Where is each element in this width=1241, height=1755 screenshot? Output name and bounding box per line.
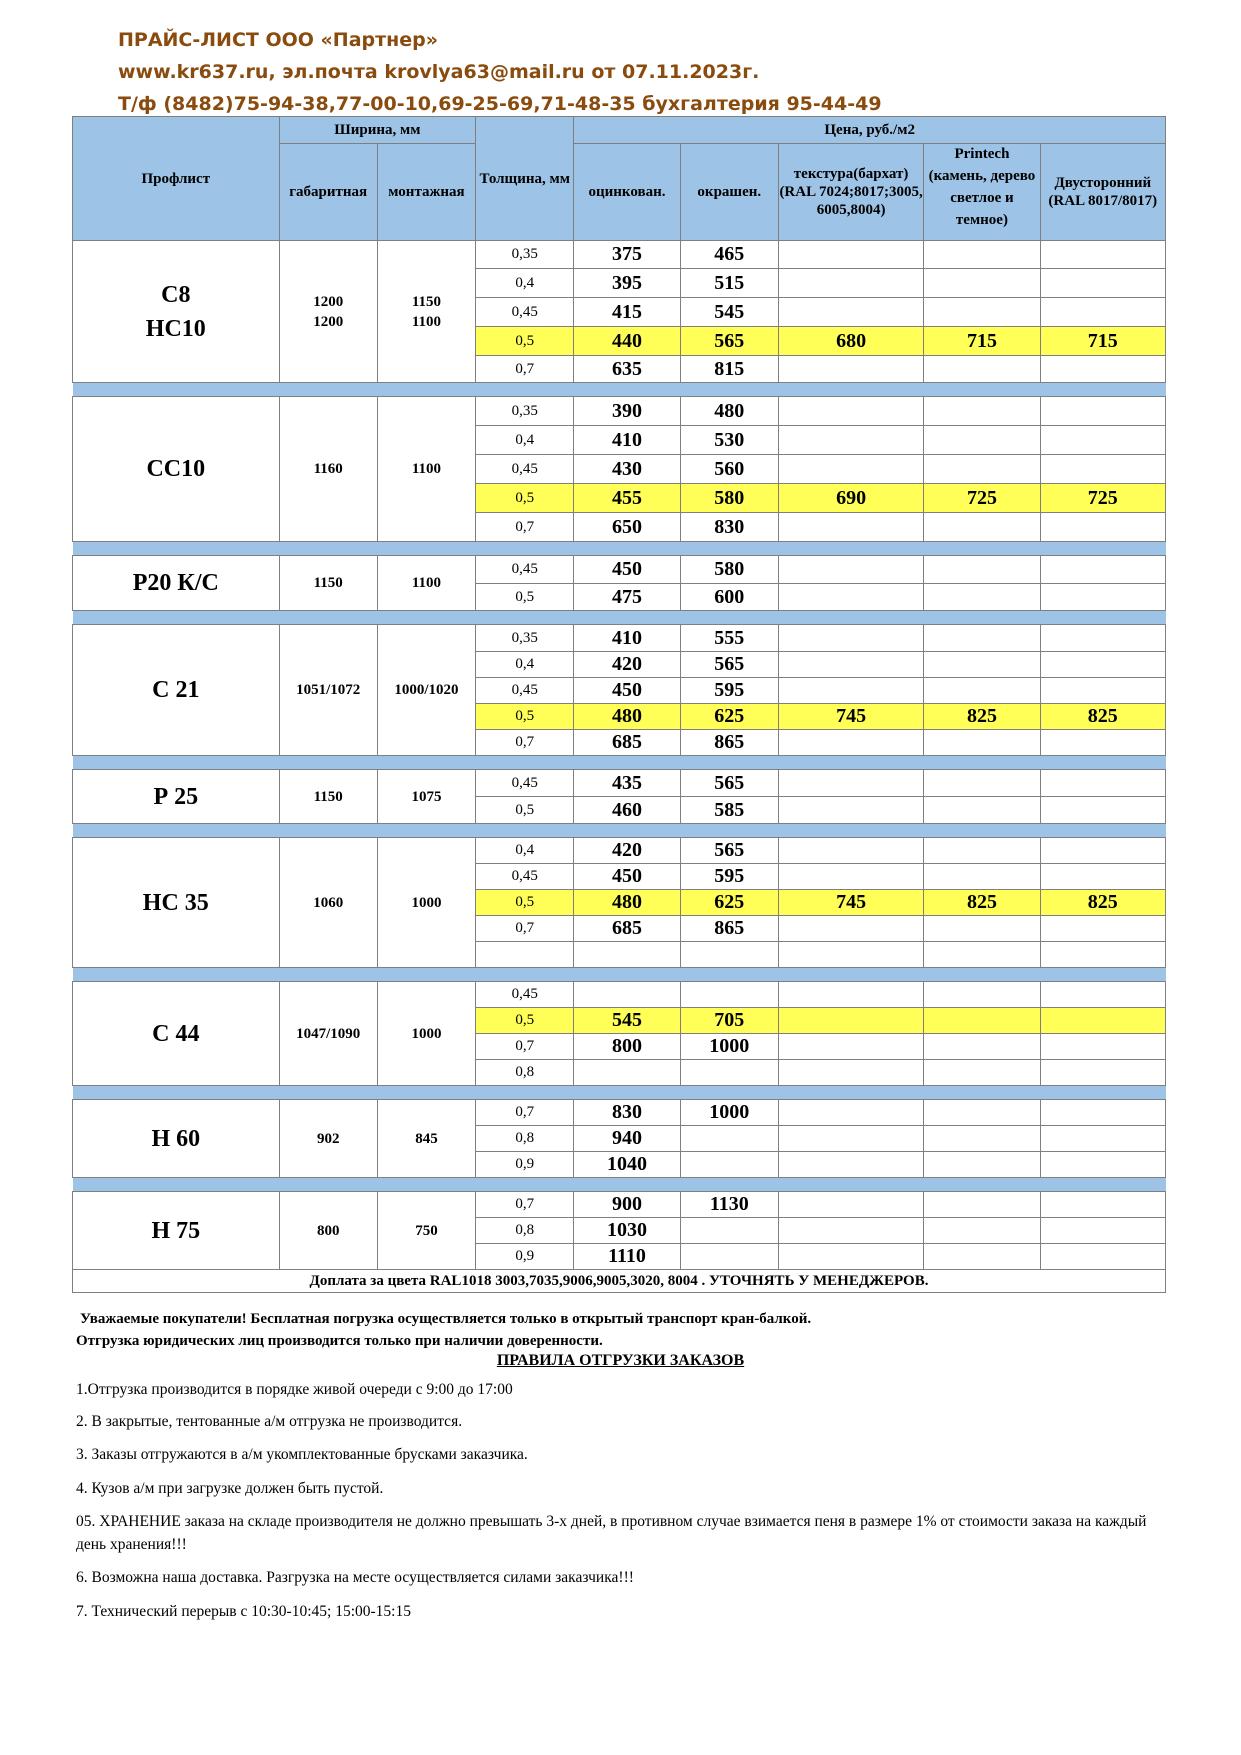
separator-cell xyxy=(73,824,1166,838)
price-galv: 1040 xyxy=(574,1152,680,1178)
price-painted: 555 xyxy=(680,625,778,652)
price-texture xyxy=(778,556,923,584)
price-double xyxy=(1040,1100,1165,1126)
price-printech xyxy=(924,1060,1040,1086)
thickness-cell: 0,35 xyxy=(476,625,574,652)
price-painted: 565 xyxy=(680,770,778,797)
col-width-overall: габаритная xyxy=(279,144,377,241)
profile-name: Н 75 xyxy=(73,1192,280,1270)
thickness-cell: 0,4 xyxy=(476,426,574,455)
separator-cell xyxy=(73,1086,1166,1100)
price-printech xyxy=(924,241,1040,269)
price-painted xyxy=(680,1126,778,1152)
price-texture xyxy=(778,1126,923,1152)
price-galv: 440 xyxy=(574,327,680,356)
price-texture: 690 xyxy=(778,484,923,513)
price-galv: 415 xyxy=(574,298,680,327)
thickness-cell: 0,35 xyxy=(476,241,574,269)
price-texture xyxy=(778,513,923,542)
profile-name: Р20 К/С xyxy=(73,556,280,611)
price-double xyxy=(1040,513,1165,542)
col-width: Ширина, мм xyxy=(279,117,476,144)
price-painted xyxy=(680,1218,778,1244)
price-painted: 600 xyxy=(680,584,778,611)
width-overall: 800 xyxy=(279,1192,377,1270)
thickness-cell: 0,5 xyxy=(476,797,574,824)
width-overall: 902 xyxy=(279,1100,377,1178)
thickness-cell: 0,5 xyxy=(476,484,574,513)
price-texture xyxy=(778,241,923,269)
group-separator xyxy=(73,1086,1166,1100)
price-printech xyxy=(924,1126,1040,1152)
price-texture xyxy=(778,770,923,797)
price-painted: 815 xyxy=(680,356,778,383)
table-row xyxy=(73,1192,1166,1218)
thickness-cell: 0,45 xyxy=(476,770,574,797)
price-galv: 410 xyxy=(574,426,680,455)
thickness-cell: 0,7 xyxy=(476,730,574,756)
price-printech xyxy=(924,1008,1040,1034)
price-double xyxy=(1040,556,1165,584)
thickness-cell: 0,8 xyxy=(476,1126,574,1152)
group-separator xyxy=(73,968,1166,982)
price-painted: 545 xyxy=(680,298,778,327)
price-galv: 460 xyxy=(574,797,680,824)
price-painted: 580 xyxy=(680,484,778,513)
price-printech xyxy=(924,584,1040,611)
price-double xyxy=(1040,1244,1165,1270)
price-double xyxy=(1040,652,1165,678)
width-mount: 1075 xyxy=(377,770,475,824)
profile-name: С 21 xyxy=(73,625,280,756)
price-galv: 450 xyxy=(574,556,680,584)
price-printech xyxy=(924,942,1040,968)
col-texture: текстура(бархат) (RAL 7024;8017;3005, 6005,8004) xyxy=(778,144,923,241)
thickness-cell: 0,4 xyxy=(476,838,574,864)
width-overall: 1051/1072 xyxy=(279,625,377,756)
price-double xyxy=(1040,730,1165,756)
price-texture xyxy=(778,1008,923,1034)
thickness-cell: 0,35 xyxy=(476,397,574,426)
price-printech xyxy=(924,1034,1040,1060)
price-double xyxy=(1040,1126,1165,1152)
price-texture xyxy=(778,625,923,652)
price-galv: 420 xyxy=(574,838,680,864)
thickness-cell: 0,7 xyxy=(476,1192,574,1218)
price-printech xyxy=(924,730,1040,756)
table-row xyxy=(73,556,1166,584)
price-double xyxy=(1040,838,1165,864)
price-texture: 680 xyxy=(778,327,923,356)
price-printech xyxy=(924,625,1040,652)
price-texture xyxy=(778,982,923,1008)
price-printech xyxy=(924,298,1040,327)
rule-item: 7. Технический перерыв с 10:30-10:45; 15:00-15:15 xyxy=(76,1603,411,1620)
profile-name: Н 60 xyxy=(73,1100,280,1178)
header xyxy=(118,24,882,120)
price-texture xyxy=(778,455,923,484)
thickness-cell: 0,7 xyxy=(476,513,574,542)
thickness-cell: 0,4 xyxy=(476,652,574,678)
price-texture xyxy=(778,1244,923,1270)
width-overall: 1160 xyxy=(279,397,377,542)
price-painted: 565 xyxy=(680,327,778,356)
col-printech-label: Printech (камень, дерево светлое и темное) xyxy=(928,146,1036,228)
rule-item: 2. В закрытые, тентованные а/м отгрузка не производится. xyxy=(76,1413,463,1430)
price-texture xyxy=(778,797,923,824)
price-galv: 940 xyxy=(574,1126,680,1152)
price-texture xyxy=(778,678,923,704)
rule-item: 6. Возможна наша доставка. Разгрузка на месте осуществляется силами заказчика!!! xyxy=(76,1569,634,1586)
thickness-cell: 0,45 xyxy=(476,556,574,584)
col-printech xyxy=(924,144,1040,241)
separator-cell xyxy=(73,968,1166,982)
separator-cell xyxy=(73,1178,1166,1192)
group-separator xyxy=(73,1178,1166,1192)
price-galv: 450 xyxy=(574,678,680,704)
price-printech: 825 xyxy=(924,890,1040,916)
price-painted: 595 xyxy=(680,678,778,704)
price-texture xyxy=(778,1152,923,1178)
table-row xyxy=(73,625,1166,652)
price-texture xyxy=(778,397,923,426)
price-painted: 625 xyxy=(680,704,778,730)
profile-name: С 44 xyxy=(73,982,280,1086)
table-row xyxy=(73,770,1166,797)
header-title: ПРАЙС-ЛИСТ ООО «Партнер» xyxy=(118,29,439,51)
price-double: 715 xyxy=(1040,327,1165,356)
thickness-cell: 0,7 xyxy=(476,356,574,383)
price-printech xyxy=(924,556,1040,584)
col-price: Цена, руб./м2 xyxy=(574,117,1166,144)
thickness-cell: 0,45 xyxy=(476,864,574,890)
price-double xyxy=(1040,1218,1165,1244)
price-painted: 865 xyxy=(680,916,778,942)
thickness-cell: 0,45 xyxy=(476,455,574,484)
price-double xyxy=(1040,770,1165,797)
thickness-cell: 0,8 xyxy=(476,1218,574,1244)
thickness-cell: 0,45 xyxy=(476,298,574,327)
price-texture xyxy=(778,1100,923,1126)
price-double xyxy=(1040,1192,1165,1218)
thickness-cell: 0,7 xyxy=(476,1100,574,1126)
price-texture xyxy=(778,426,923,455)
price-double xyxy=(1040,942,1165,968)
thickness-cell: 0,9 xyxy=(476,1244,574,1270)
price-double xyxy=(1040,426,1165,455)
price-texture xyxy=(778,916,923,942)
width-overall: 1200 1200 xyxy=(279,241,377,383)
price-texture xyxy=(778,838,923,864)
price-double xyxy=(1040,298,1165,327)
price-galv: 455 xyxy=(574,484,680,513)
thickness-cell: 0,9 xyxy=(476,1152,574,1178)
price-galv xyxy=(574,982,680,1008)
price-texture xyxy=(778,584,923,611)
price-texture xyxy=(778,730,923,756)
price-double xyxy=(1040,625,1165,652)
price-texture xyxy=(778,652,923,678)
width-mount: 750 xyxy=(377,1192,475,1270)
col-galv: оцинкован. xyxy=(574,144,680,241)
rules-title: ПРАВИЛА ОТГРУЗКИ ЗАКАЗОВ xyxy=(496,1352,745,1369)
price-painted: 1130 xyxy=(680,1192,778,1218)
price-galv: 685 xyxy=(574,730,680,756)
thickness-cell: 0,45 xyxy=(476,678,574,704)
price-galv: 430 xyxy=(574,455,680,484)
profile-name: Р 25 xyxy=(73,770,280,824)
price-double xyxy=(1040,269,1165,298)
col-thickness: Толщина, мм xyxy=(476,117,574,241)
thickness-cell: 0,5 xyxy=(476,890,574,916)
loading-note: Уважаемые покупатели! Бесплатная погрузка осуществляется только в открытый транспорт кран-балкой. xyxy=(80,1311,812,1327)
width-overall: 1150 xyxy=(279,770,377,824)
price-painted xyxy=(680,1244,778,1270)
price-printech xyxy=(924,652,1040,678)
price-galv: 650 xyxy=(574,513,680,542)
price-texture: 745 xyxy=(778,704,923,730)
thickness-cell: 0,5 xyxy=(476,584,574,611)
price-texture: 745 xyxy=(778,890,923,916)
price-printech: 715 xyxy=(924,327,1040,356)
price-texture xyxy=(778,1218,923,1244)
table-row xyxy=(73,838,1166,864)
price-texture xyxy=(778,1060,923,1086)
price-printech xyxy=(924,1244,1040,1270)
price-double xyxy=(1040,1152,1165,1178)
col-painted: окрашен. xyxy=(680,144,778,241)
price-double xyxy=(1040,982,1165,1008)
price-printech xyxy=(924,982,1040,1008)
price-painted xyxy=(680,942,778,968)
price-painted: 705 xyxy=(680,1008,778,1034)
price-galv: 685 xyxy=(574,916,680,942)
customer-notes xyxy=(76,1308,1166,1352)
table-row xyxy=(73,982,1166,1008)
price-double xyxy=(1040,356,1165,383)
price-painted: 560 xyxy=(680,455,778,484)
price-galv: 420 xyxy=(574,652,680,678)
price-printech xyxy=(924,397,1040,426)
group-separator xyxy=(73,542,1166,556)
price-painted: 515 xyxy=(680,269,778,298)
thickness-cell: 0,7 xyxy=(476,916,574,942)
price-printech xyxy=(924,426,1040,455)
price-double xyxy=(1040,241,1165,269)
price-printech xyxy=(924,678,1040,704)
price-table xyxy=(72,116,1166,1293)
separator-cell xyxy=(73,611,1166,625)
width-overall: 1060 xyxy=(279,838,377,968)
profile-name: С8 НС10 xyxy=(73,241,280,383)
thickness-cell: 0,5 xyxy=(476,1008,574,1034)
price-double xyxy=(1040,1060,1165,1086)
price-printech xyxy=(924,513,1040,542)
price-painted xyxy=(680,1060,778,1086)
color-surcharge-note: Доплата за цвета RAL1018 3003,7035,9006,9005,3020, 8004 . УТОЧНЯТЬ У МЕНЕДЖЕРОВ. xyxy=(73,1270,1166,1293)
price-galv: 480 xyxy=(574,890,680,916)
separator-cell xyxy=(73,383,1166,397)
rule-item: 1.Отгрузка производится в порядке живой очереди с 9:00 до 17:00 xyxy=(76,1381,513,1398)
thickness-cell xyxy=(476,942,574,968)
price-galv: 830 xyxy=(574,1100,680,1126)
price-galv: 1110 xyxy=(574,1244,680,1270)
price-painted: 1000 xyxy=(680,1034,778,1060)
price-galv: 395 xyxy=(574,269,680,298)
legal-entity-note: Отгрузка юридических лиц производится только при наличии доверенности. xyxy=(76,1333,603,1349)
width-mount: 1000 xyxy=(377,982,475,1086)
width-overall: 1047/1090 xyxy=(279,982,377,1086)
price-double xyxy=(1040,1008,1165,1034)
profile-name: НС 35 xyxy=(73,838,280,968)
price-printech xyxy=(924,1152,1040,1178)
price-painted: 830 xyxy=(680,513,778,542)
price-painted xyxy=(680,1152,778,1178)
separator-cell xyxy=(73,756,1166,770)
rule-item: 3. Заказы отгружаются в а/м укомплектованные брусками заказчика. xyxy=(76,1446,528,1463)
col-double: Двусторонний (RAL 8017/8017) xyxy=(1040,144,1165,241)
price-printech xyxy=(924,770,1040,797)
price-texture xyxy=(778,1034,923,1060)
price-painted: 565 xyxy=(680,652,778,678)
price-double: 825 xyxy=(1040,890,1165,916)
price-printech xyxy=(924,455,1040,484)
price-texture xyxy=(778,356,923,383)
price-printech xyxy=(924,1192,1040,1218)
price-printech xyxy=(924,864,1040,890)
price-painted: 585 xyxy=(680,797,778,824)
price-painted: 480 xyxy=(680,397,778,426)
price-texture xyxy=(778,1192,923,1218)
table-row xyxy=(73,397,1166,426)
price-table-body xyxy=(73,241,1166,1270)
width-mount: 1150 1100 xyxy=(377,241,475,383)
price-galv: 480 xyxy=(574,704,680,730)
price-galv: 475 xyxy=(574,584,680,611)
width-mount: 1100 xyxy=(377,556,475,611)
width-overall: 1150 xyxy=(279,556,377,611)
thickness-cell: 0,8 xyxy=(476,1060,574,1086)
price-painted: 595 xyxy=(680,864,778,890)
price-double xyxy=(1040,864,1165,890)
price-double xyxy=(1040,678,1165,704)
header-contacts: www.kr637.ru, эл.почта krovlya63@mail.ru от 07.11.2023г. xyxy=(118,61,760,83)
price-printech xyxy=(924,1100,1040,1126)
price-galv: 450 xyxy=(574,864,680,890)
price-double xyxy=(1040,797,1165,824)
thickness-cell: 0,5 xyxy=(476,704,574,730)
separator-cell xyxy=(73,542,1166,556)
price-galv: 375 xyxy=(574,241,680,269)
price-printech xyxy=(924,797,1040,824)
price-double: 825 xyxy=(1040,704,1165,730)
col-width-mount: монтажная xyxy=(377,144,475,241)
price-painted: 865 xyxy=(680,730,778,756)
price-galv: 800 xyxy=(574,1034,680,1060)
price-texture xyxy=(778,298,923,327)
price-double xyxy=(1040,397,1165,426)
group-separator xyxy=(73,824,1166,838)
thickness-cell: 0,4 xyxy=(476,269,574,298)
price-galv: 1030 xyxy=(574,1218,680,1244)
price-printech xyxy=(924,1218,1040,1244)
price-double: 725 xyxy=(1040,484,1165,513)
price-painted: 625 xyxy=(680,890,778,916)
price-texture xyxy=(778,269,923,298)
price-texture xyxy=(778,864,923,890)
price-double xyxy=(1040,1034,1165,1060)
price-galv: 410 xyxy=(574,625,680,652)
thickness-cell: 0,45 xyxy=(476,982,574,1008)
thickness-cell: 0,7 xyxy=(476,1034,574,1060)
table-row xyxy=(73,241,1166,269)
price-texture xyxy=(778,942,923,968)
price-printech xyxy=(924,356,1040,383)
price-galv: 390 xyxy=(574,397,680,426)
table-row xyxy=(73,1100,1166,1126)
price-printech xyxy=(924,916,1040,942)
width-mount: 845 xyxy=(377,1100,475,1178)
price-galv xyxy=(574,942,680,968)
group-separator xyxy=(73,756,1166,770)
price-galv: 435 xyxy=(574,770,680,797)
price-double xyxy=(1040,584,1165,611)
col-profile: Профлист xyxy=(73,117,280,241)
price-printech xyxy=(924,269,1040,298)
price-double xyxy=(1040,916,1165,942)
group-separator xyxy=(73,611,1166,625)
price-galv: 900 xyxy=(574,1192,680,1218)
price-galv: 545 xyxy=(574,1008,680,1034)
price-painted: 465 xyxy=(680,241,778,269)
width-mount: 1000 xyxy=(377,838,475,968)
price-printech: 825 xyxy=(924,704,1040,730)
price-galv xyxy=(574,1060,680,1086)
price-printech xyxy=(924,838,1040,864)
group-separator xyxy=(73,383,1166,397)
price-painted: 1000 xyxy=(680,1100,778,1126)
header-phones: Т/ф (8482)75-94-38,77-00-10,69-25-69,71-48-35 бухгалтерия 95-44-49 xyxy=(118,93,882,115)
thickness-cell: 0,5 xyxy=(476,327,574,356)
width-mount: 1100 xyxy=(377,397,475,542)
price-printech: 725 xyxy=(924,484,1040,513)
price-painted xyxy=(680,982,778,1008)
price-painted: 530 xyxy=(680,426,778,455)
width-mount: 1000/1020 xyxy=(377,625,475,756)
rule-item: 05. ХРАНЕНИЕ заказа на складе производителя не должно превышать 3-х дней, в противном случае взимается пеня в размере 1% от стоимости заказа на каждый день хранения!!! xyxy=(76,1513,1147,1553)
price-painted: 580 xyxy=(680,556,778,584)
rule-item: 4. Кузов а/м при загрузке должен быть пустой. xyxy=(76,1480,384,1497)
price-painted: 565 xyxy=(680,838,778,864)
price-double xyxy=(1040,455,1165,484)
price-galv: 635 xyxy=(574,356,680,383)
profile-name: СС10 xyxy=(73,397,280,542)
